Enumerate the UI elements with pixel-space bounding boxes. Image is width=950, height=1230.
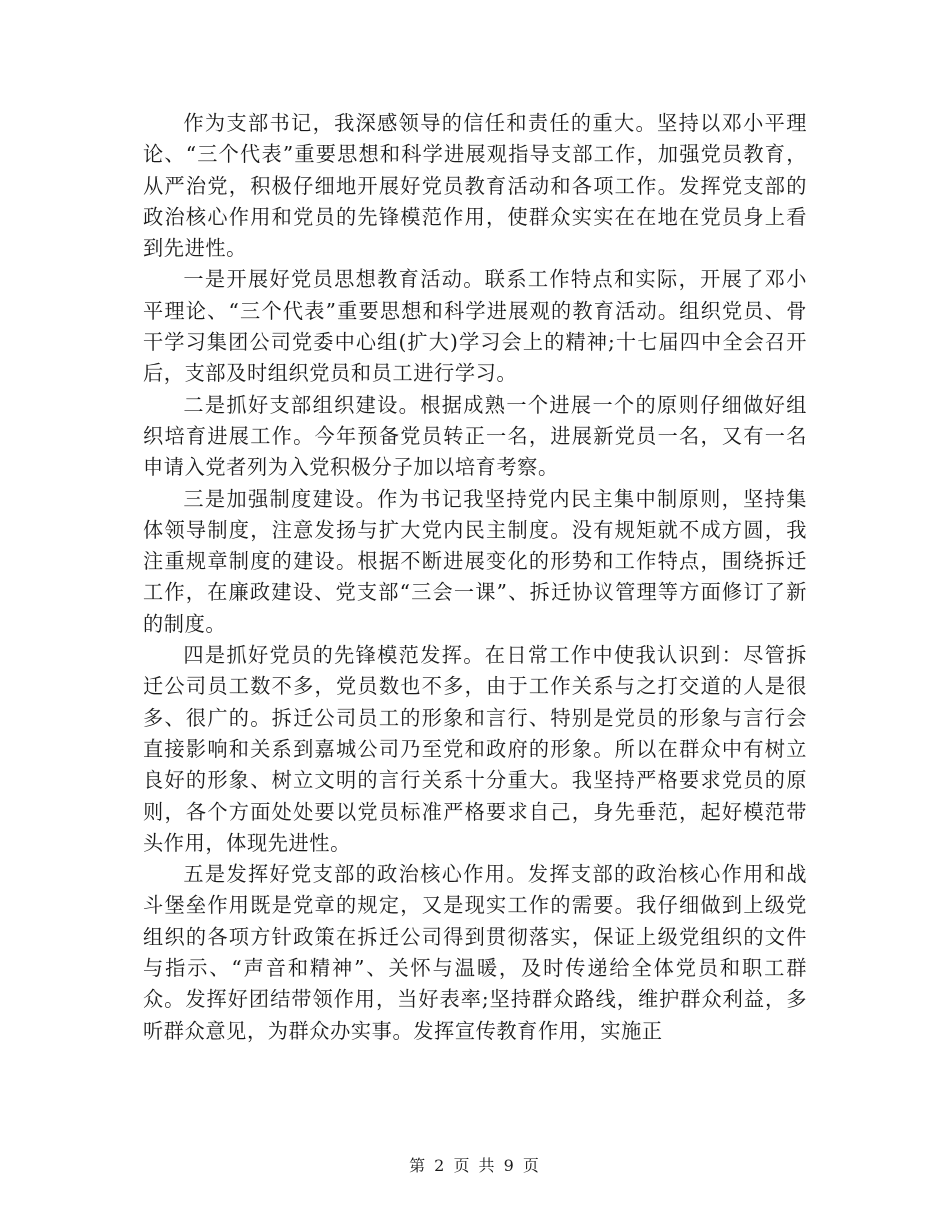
- paragraph-item-1: 一是开展好党员思想教育活动。联系工作特点和实际，开展了邓小平理论、“三个代表”重要思想和科学进展观的教育活动。组织党员、骨干学习集团公司党委中心组(扩大)学习会上的精神;十七届四中全会召开后，支部及时组织党员和员工进行学习。: [143, 267, 807, 386]
- document-body: [143, 108, 807, 1047]
- paragraph-intro: 作为支部书记，我深感领导的信任和责任的重大。坚持以邓小平理论、“三个代表”重要思想和科学进展观指导支部工作，加强党员教育，从严治党，积极仔细地开展好党员教育活动和各项工作。发挥党支部的政治核心作用和党员的先锋模范作用，使群众实实在在地在党员身上看到先进性。: [143, 111, 807, 261]
- paragraph-item-4: 四是抓好党员的先锋模范发挥。在日常工作中使我认识到：尽管拆迁公司员工数不多，党员数也不多，由于工作关系与之打交道的人是很多、很广的。拆迁公司员工的形象和言行、特别是党员的形象与言行会直接影响和关系到嘉城公司乃至党和政府的形象。所以在群众中有树立良好的形象、树立文明的言行关系十分重大。我坚持严格要求党员的原则，各个方面处处要以党员标准严格要求自己，身先垂范，起好模范带头作用，体现先进性。: [143, 643, 807, 855]
- paragraph-item-2: 二是抓好支部组织建设。根据成熟一个进展一个的原则仔细做好组织培育进展工作。今年预备党员转正一名，进展新党员一名，又有一名申请入党者列为入党积极分子加以培育考察。: [143, 392, 807, 480]
- paragraph-item-5: 五是发挥好党支部的政治核心作用。发挥支部的政治核心作用和战斗堡垒作用既是党章的规定，又是现实工作的需要。我仔细做到上级党组织的各项方针政策在拆迁公司得到贯彻落实，保证上级党组织的文件与指示、“声音和精神”、关怀与温暖，及时传递给全体党员和职工群众。发挥好团结带领作用，当好表率;坚持群众路线，维护群众利益，多听群众意见，为群众办实事。发挥宣传教育作用，实施正: [143, 862, 807, 1043]
- paragraph-item-3: 三是加强制度建设。作为书记我坚持党内民主集中制原则，坚持集体领导制度，注意发扬与扩大党内民主制度。没有规矩就不成方圆，我注重规章制度的建设。根据不断进展变化的形势和工作特点，围绕拆迁工作，在廉政建设、党支部“三会一课”、拆迁协议管理等方面修订了新的制度。: [143, 486, 807, 636]
- page-footer: [0, 1153, 950, 1176]
- page-number-label: 第 2 页 共 9 页: [409, 1156, 541, 1175]
